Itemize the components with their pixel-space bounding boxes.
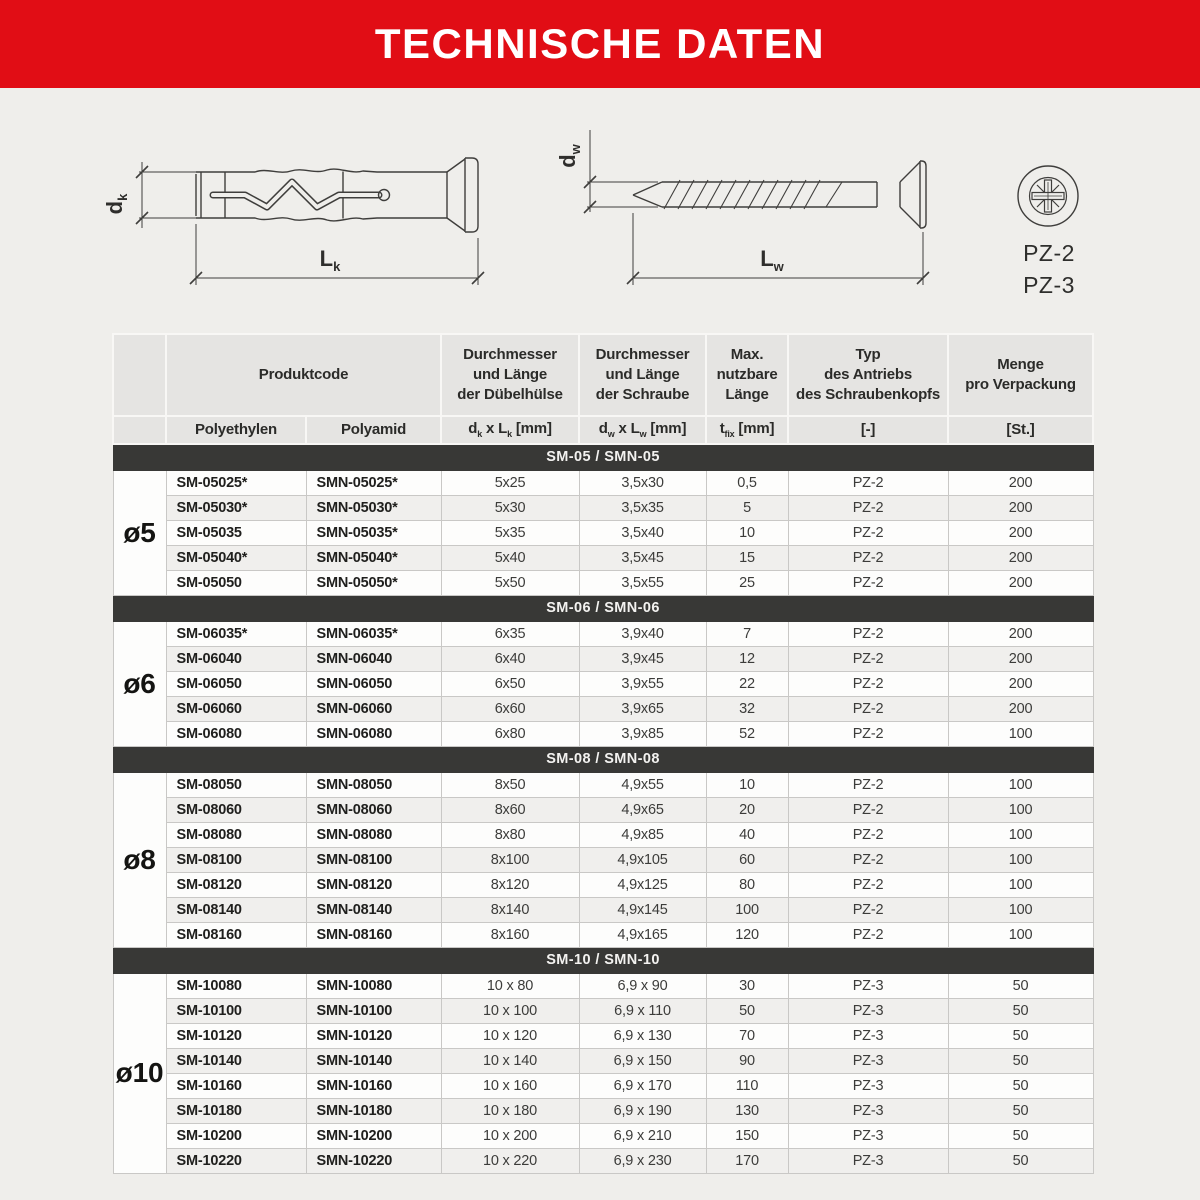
header-line: pro Verpackung xyxy=(965,376,1076,393)
dowel-size-header xyxy=(441,334,579,416)
table-row xyxy=(113,1023,1093,1048)
drive-type: PZ-2 xyxy=(788,872,948,897)
screw-size: 6,9 x 110 xyxy=(579,998,706,1023)
qty-value: 200 xyxy=(948,520,1093,545)
screw-dim-subheader: $d_w$ x $L_w$ [mm] xyxy=(579,416,706,444)
tfix-value: 0,5 xyxy=(706,470,788,495)
table-row xyxy=(113,1073,1093,1098)
code-polyamid: SMN-10080 xyxy=(306,973,441,998)
section-banner-row xyxy=(113,947,1093,973)
code-polyethylen: SM-05050 xyxy=(166,570,306,595)
screw-size: 3,5x30 xyxy=(579,470,706,495)
code-polyethylen: SM-10120 xyxy=(166,1023,306,1048)
code-polyamid: SMN-08160 xyxy=(306,922,441,947)
code-polyamid: SMN-06050 xyxy=(306,671,441,696)
code-polyamid: SMN-10120 xyxy=(306,1023,441,1048)
code-polyamid: SMN-08140 xyxy=(306,897,441,922)
dowel-size: 8x50 xyxy=(441,772,579,797)
code-polyamid: SMN-06080 xyxy=(306,721,441,746)
tfix-value: 10 xyxy=(706,520,788,545)
screw-size: 4,9x85 xyxy=(579,822,706,847)
tfix-value: 100 xyxy=(706,897,788,922)
dim-base: d xyxy=(102,200,127,215)
qty-value: 200 xyxy=(948,570,1093,595)
dowel-size: 8x140 xyxy=(441,897,579,922)
drive-type: PZ-2 xyxy=(788,470,948,495)
tech-data-table-wrap xyxy=(112,333,1094,1174)
dim-base: L xyxy=(760,246,774,271)
code-polyamid: SMN-08060 xyxy=(306,797,441,822)
tfix-value: 60 xyxy=(706,847,788,872)
screw-size: 6,9 x 90 xyxy=(579,973,706,998)
drive-type: PZ-2 xyxy=(788,621,948,646)
screw-length-label xyxy=(732,246,812,280)
drive-size-label-pz2: PZ-2 xyxy=(1023,240,1075,266)
header-line: des Schraubenkopfs xyxy=(796,385,940,403)
code-polyamid: SMN-08100 xyxy=(306,847,441,872)
dowel-size: 10 x 160 xyxy=(441,1073,579,1098)
table-row xyxy=(113,1148,1093,1173)
quantity-header xyxy=(948,334,1093,416)
header-line: nutzbare xyxy=(716,366,778,384)
screw-size: 6,9 x 230 xyxy=(579,1148,706,1173)
code-polyethylen: SM-06080 xyxy=(166,721,306,746)
table-row xyxy=(113,847,1093,872)
tfix-value: 12 xyxy=(706,646,788,671)
tfix-value: 130 xyxy=(706,1098,788,1123)
qty-value: 50 xyxy=(948,1123,1093,1148)
drive-type: PZ-3 xyxy=(788,973,948,998)
section-banner-label: SM-06 / SMN-06 xyxy=(113,595,1093,621)
screw-size: 3,9x65 xyxy=(579,696,706,721)
drive-type: PZ-2 xyxy=(788,822,948,847)
code-polyamid: SMN-10180 xyxy=(306,1098,441,1123)
qty-value: 200 xyxy=(948,671,1093,696)
diameter-subheader xyxy=(113,416,166,444)
table-row xyxy=(113,1098,1093,1123)
code-polyethylen: SM-06040 xyxy=(166,646,306,671)
dowel-size: 6x50 xyxy=(441,671,579,696)
tfix-subheader: $t_{fix}$ [mm] xyxy=(706,416,788,444)
code-polyamid: SMN-10100 xyxy=(306,998,441,1023)
dowel-size: 10 x 140 xyxy=(441,1048,579,1073)
dim-sub: w xyxy=(773,259,784,274)
header-line: und Länge xyxy=(473,366,548,384)
code-polyethylen: SM-06035* xyxy=(166,621,306,646)
screw-size: 4,9x125 xyxy=(579,872,706,897)
diameter-label: ø5 xyxy=(113,470,166,595)
screw-size: 4,9x105 xyxy=(579,847,706,872)
screw-size: 4,9x65 xyxy=(579,797,706,822)
drive-type: PZ-2 xyxy=(788,671,948,696)
screw-size: 3,9x55 xyxy=(579,671,706,696)
section-banner-row xyxy=(113,595,1093,621)
header-line: des Antriebs xyxy=(824,366,912,384)
dim-sub: k xyxy=(333,259,341,274)
code-polyamid: SMN-08080 xyxy=(306,822,441,847)
drive-type: PZ-3 xyxy=(788,1073,948,1098)
table-row xyxy=(113,797,1093,822)
diameter-label: ø10 xyxy=(113,973,166,1173)
screw-size: 3,5x40 xyxy=(579,520,706,545)
tfix-value: 70 xyxy=(706,1023,788,1048)
drive-type: PZ-3 xyxy=(788,1148,948,1173)
dowel-size: 10 x 80 xyxy=(441,973,579,998)
dowel-size: 5x30 xyxy=(441,495,579,520)
section-banner-label: SM-08 / SMN-08 xyxy=(113,746,1093,772)
drive-type: PZ-2 xyxy=(788,797,948,822)
tfix-value: 120 xyxy=(706,922,788,947)
qty-value: 100 xyxy=(948,772,1093,797)
dowel-size: 5x35 xyxy=(441,520,579,545)
code-polyamid: SMN-05035* xyxy=(306,520,441,545)
screw-size: 4,9x145 xyxy=(579,897,706,922)
tfix-value: 20 xyxy=(706,797,788,822)
table-row xyxy=(113,872,1093,897)
screw-size: 6,9 x 190 xyxy=(579,1098,706,1123)
code-polyamid: SMN-08120 xyxy=(306,872,441,897)
tfix-value: 150 xyxy=(706,1123,788,1148)
qty-value: 50 xyxy=(948,1098,1093,1123)
qty-value: 200 xyxy=(948,545,1093,570)
code-polyethylen: SM-10100 xyxy=(166,998,306,1023)
drive-type: PZ-3 xyxy=(788,998,948,1023)
dowel-size: 8x100 xyxy=(441,847,579,872)
qty-value: 50 xyxy=(948,1073,1093,1098)
code-polyethylen: SM-10140 xyxy=(166,1048,306,1073)
qty-value: 100 xyxy=(948,721,1093,746)
dowel-dim-subheader: $d_k$ x $L_k$ [mm] xyxy=(441,416,579,444)
screw-size: 6,9 x 210 xyxy=(579,1123,706,1148)
qty-value: 100 xyxy=(948,847,1093,872)
table-row xyxy=(113,822,1093,847)
header-line: Typ xyxy=(855,346,881,364)
code-polyethylen: SM-10160 xyxy=(166,1073,306,1098)
screw-size: 4,9x55 xyxy=(579,772,706,797)
tfix-value: 10 xyxy=(706,772,788,797)
dowel-length-label xyxy=(290,246,370,280)
tfix-value: 22 xyxy=(706,671,788,696)
table-row xyxy=(113,897,1093,922)
table-row xyxy=(113,646,1093,671)
screw-size-header xyxy=(579,334,706,416)
dowel-size: 10 x 180 xyxy=(441,1098,579,1123)
table-section xyxy=(113,746,1093,947)
dowel-size: 6x80 xyxy=(441,721,579,746)
tfix-value: 80 xyxy=(706,872,788,897)
screw-body xyxy=(633,161,926,228)
qty-value: 50 xyxy=(948,1148,1093,1173)
dowel-size: 10 x 120 xyxy=(441,1023,579,1048)
dowel-size: 6x35 xyxy=(441,621,579,646)
screw-size: 3,5x45 xyxy=(579,545,706,570)
code-polyethylen: SM-08160 xyxy=(166,922,306,947)
table-section xyxy=(113,595,1093,746)
code-polyethylen: SM-08060 xyxy=(166,797,306,822)
drive-type: PZ-2 xyxy=(788,495,948,520)
produktcode-header: Produktcode xyxy=(166,334,441,416)
tfix-value: 40 xyxy=(706,822,788,847)
table-row xyxy=(113,570,1093,595)
polyethylen-subheader: Polyethylen xyxy=(166,416,306,444)
header-line: und Länge xyxy=(605,366,680,384)
code-polyethylen: SM-10200 xyxy=(166,1123,306,1148)
table-section xyxy=(113,444,1093,595)
drive-type: PZ-2 xyxy=(788,897,948,922)
code-polyethylen: SM-06060 xyxy=(166,696,306,721)
tfix-value: 50 xyxy=(706,998,788,1023)
qty-value: 50 xyxy=(948,1048,1093,1073)
code-polyethylen: SM-05035 xyxy=(166,520,306,545)
code-polyamid: SMN-10160 xyxy=(306,1073,441,1098)
dim-base: d xyxy=(555,154,580,168)
code-polyethylen: SM-05040* xyxy=(166,545,306,570)
dowel-size: 5x25 xyxy=(441,470,579,495)
qty-value: 100 xyxy=(948,797,1093,822)
dowel-drawing-icon xyxy=(95,112,515,312)
drive-type: PZ-3 xyxy=(788,1023,948,1048)
header-line: der Schraube xyxy=(595,385,690,403)
screw-size: 3,5x55 xyxy=(579,570,706,595)
pozidriv-head-icon xyxy=(1000,145,1100,245)
qty-value: 50 xyxy=(948,1023,1093,1048)
drive-type: PZ-3 xyxy=(788,1098,948,1123)
qty-value: 200 xyxy=(948,646,1093,671)
table-row xyxy=(113,998,1093,1023)
tfix-value: 32 xyxy=(706,696,788,721)
qty-value: 100 xyxy=(948,822,1093,847)
screw-size: 3,9x85 xyxy=(579,721,706,746)
code-polyamid: SMN-10200 xyxy=(306,1123,441,1148)
section-banner-row xyxy=(113,746,1093,772)
dowel-size: 8x80 xyxy=(441,822,579,847)
drive-type-header xyxy=(788,334,948,416)
drive-type: PZ-2 xyxy=(788,922,948,947)
table-row xyxy=(113,545,1093,570)
header-line: der Dübelhülse xyxy=(457,385,563,403)
code-polyethylen: SM-06050 xyxy=(166,671,306,696)
drive-unit-subheader: [-] xyxy=(788,416,948,444)
drive-type: PZ-2 xyxy=(788,721,948,746)
code-polyethylen: SM-08050 xyxy=(166,772,306,797)
dowel-size: 10 x 100 xyxy=(441,998,579,1023)
diameter-column-header xyxy=(113,334,166,416)
code-polyethylen: SM-05025* xyxy=(166,470,306,495)
usable-length-header xyxy=(706,334,788,416)
header-line: Durchmesser xyxy=(463,346,557,364)
table-row xyxy=(113,520,1093,545)
table-row xyxy=(113,1123,1093,1148)
table-row xyxy=(113,671,1093,696)
code-polyamid: SMN-10220 xyxy=(306,1148,441,1173)
qty-unit-subheader: [St.] xyxy=(948,416,1093,444)
dim-sub: w xyxy=(568,144,583,155)
screw-size: 4,9x165 xyxy=(579,922,706,947)
tfix-value: 30 xyxy=(706,973,788,998)
tfix-value: 25 xyxy=(706,570,788,595)
tech-data-table xyxy=(112,333,1094,1174)
dowel-diameter-label xyxy=(102,174,136,234)
table-row xyxy=(113,922,1093,947)
tfix-value: 170 xyxy=(706,1148,788,1173)
tfix-value: 52 xyxy=(706,721,788,746)
screw-size: 6,9 x 150 xyxy=(579,1048,706,1073)
header-line: Durchmesser xyxy=(595,346,690,364)
qty-value: 50 xyxy=(948,973,1093,998)
code-polyethylen: SM-10220 xyxy=(166,1148,306,1173)
diameter-label: ø8 xyxy=(113,772,166,947)
table-row xyxy=(113,470,1093,495)
table-row xyxy=(113,772,1093,797)
screw-size: 3,5x35 xyxy=(579,495,706,520)
section-banner-label: SM-05 / SMN-05 xyxy=(113,444,1093,470)
dowel-size: 8x60 xyxy=(441,797,579,822)
dim-base: L xyxy=(319,246,334,271)
drive-type: PZ-2 xyxy=(788,847,948,872)
table-row xyxy=(113,1048,1093,1073)
dowel-size: 5x50 xyxy=(441,570,579,595)
header-line: Menge xyxy=(997,356,1044,374)
qty-value: 50 xyxy=(948,998,1093,1023)
drive-type: PZ-2 xyxy=(788,696,948,721)
section-banner-label: SM-10 / SMN-10 xyxy=(113,947,1093,973)
dowel-size: 6x60 xyxy=(441,696,579,721)
qty-value: 100 xyxy=(948,872,1093,897)
dowel-body xyxy=(196,158,478,232)
drive-type: PZ-3 xyxy=(788,1123,948,1148)
drive-type: PZ-2 xyxy=(788,646,948,671)
qty-value: 200 xyxy=(948,470,1093,495)
screw-drawing-icon xyxy=(550,112,980,312)
technical-drawings xyxy=(0,88,1200,333)
table-section xyxy=(113,947,1093,1173)
code-polyamid: SMN-05040* xyxy=(306,545,441,570)
screw-size: 3,9x40 xyxy=(579,621,706,646)
dowel-size: 5x40 xyxy=(441,545,579,570)
code-polyamid: SMN-05025* xyxy=(306,470,441,495)
code-polyamid: SMN-10140 xyxy=(306,1048,441,1073)
table-row xyxy=(113,721,1093,746)
code-polyethylen: SM-05030* xyxy=(166,495,306,520)
code-polyethylen: SM-08140 xyxy=(166,897,306,922)
code-polyamid: SMN-08050 xyxy=(306,772,441,797)
dowel-size: 8x120 xyxy=(441,872,579,897)
header-line: Max. xyxy=(730,346,764,364)
code-polyamid: SMN-05030* xyxy=(306,495,441,520)
qty-value: 100 xyxy=(948,922,1093,947)
drive-type: PZ-2 xyxy=(788,545,948,570)
drive-type: PZ-2 xyxy=(788,520,948,545)
tfix-value: 7 xyxy=(706,621,788,646)
dim-sub: k xyxy=(115,193,130,201)
code-polyethylen: SM-10080 xyxy=(166,973,306,998)
code-polyamid: SMN-06060 xyxy=(306,696,441,721)
qty-value: 200 xyxy=(948,696,1093,721)
title-banner xyxy=(0,0,1200,88)
section-banner-row xyxy=(113,444,1093,470)
code-polyethylen: SM-10180 xyxy=(166,1098,306,1123)
table-row xyxy=(113,621,1093,646)
table-row xyxy=(113,973,1093,998)
screw-size: 6,9 x 130 xyxy=(579,1023,706,1048)
drive-type: PZ-3 xyxy=(788,1048,948,1073)
screw-size: 3,9x45 xyxy=(579,646,706,671)
drive-size-label-pz3: PZ-3 xyxy=(1023,272,1075,298)
tfix-value: 110 xyxy=(706,1073,788,1098)
qty-value: 200 xyxy=(948,495,1093,520)
code-polyethylen: SM-08120 xyxy=(166,872,306,897)
tfix-value: 90 xyxy=(706,1048,788,1073)
screw-diameter-label xyxy=(555,126,589,186)
dowel-size: 10 x 200 xyxy=(441,1123,579,1148)
code-polyamid: SMN-06035* xyxy=(306,621,441,646)
table-row xyxy=(113,495,1093,520)
dowel-size: 10 x 220 xyxy=(441,1148,579,1173)
polyamid-subheader: Polyamid xyxy=(306,416,441,444)
screw-size: 6,9 x 170 xyxy=(579,1073,706,1098)
diameter-label: ø6 xyxy=(113,621,166,746)
drive-type: PZ-2 xyxy=(788,570,948,595)
header-line: Länge xyxy=(725,385,769,403)
code-polyamid: SMN-06040 xyxy=(306,646,441,671)
tfix-value: 5 xyxy=(706,495,788,520)
page-title: TECHNISCHE DATEN xyxy=(374,20,826,67)
dowel-size: 6x40 xyxy=(441,646,579,671)
drive-type: PZ-2 xyxy=(788,772,948,797)
qty-value: 100 xyxy=(948,897,1093,922)
code-polyethylen: SM-08100 xyxy=(166,847,306,872)
qty-value: 200 xyxy=(948,621,1093,646)
table-row xyxy=(113,696,1093,721)
tfix-value: 15 xyxy=(706,545,788,570)
code-polyethylen: SM-08080 xyxy=(166,822,306,847)
dowel-size: 8x160 xyxy=(441,922,579,947)
table-header xyxy=(113,334,1093,444)
code-polyamid: SMN-05050* xyxy=(306,570,441,595)
